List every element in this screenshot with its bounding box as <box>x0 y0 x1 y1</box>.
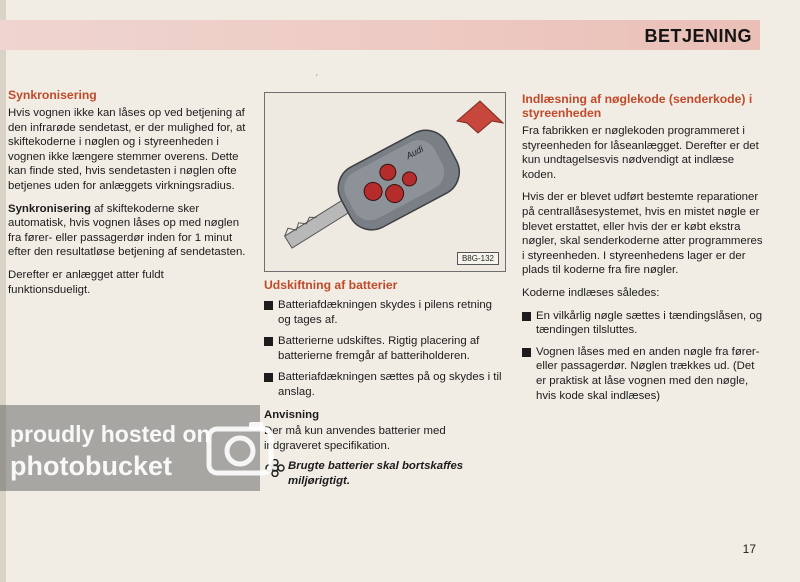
bullet-square-icon <box>264 301 273 310</box>
eco-note <box>264 459 504 488</box>
column-synkronisering <box>8 88 246 305</box>
page-number: 17 <box>742 542 756 556</box>
bullet-square-icon <box>522 348 531 357</box>
column-batterier <box>264 278 504 489</box>
paragraph-1: Fra fabrikken er nøglekoden programmeret i styreenheden for låseanlægget. Derefter er det kun undtagelsesvis nødvendigt at indlæse koden. <box>522 125 759 181</box>
heading-batterier: Udskiftning af batterier <box>264 278 398 292</box>
column-noeglekode <box>522 92 764 410</box>
note-heading: Anvisning <box>264 408 320 421</box>
heading-synkronisering: Synkronisering <box>8 88 97 102</box>
print-mark: ′ <box>316 73 318 82</box>
paragraph-3: Koderne indlæses således: <box>522 286 660 299</box>
paragraph-2-text: af skiftekoderne sker automatisk, hvis vognen låses op med nøglen fra fører- eller passagerdør inden for 1 minut efter den resultatløse betjening af sendetasten. <box>8 202 246 259</box>
heading-noeglekode: Indlæsning af nøglekode (senderkode) i styreenheden <box>522 92 753 120</box>
bullet-square-icon <box>522 312 531 321</box>
note-text: Der må kun anvendes batterier med indgraveret specifikation. <box>264 425 446 452</box>
paragraph-1: Hvis vognen ikke kan låses op ved betjening af den infrarøde sendetast, er der mulighed for, at skiftekoderne i nøglen og i styreenheden i vognen ikke længere stemmer overens. Dette kan finde sted, hvis sendetasten i nøglen ofte betjenes uden for anlæggets virkningsradius. <box>8 107 246 192</box>
figure-label: B8G-132 <box>457 252 499 265</box>
key-illustration <box>264 92 506 272</box>
key-blade <box>282 195 351 248</box>
list-item: Batteriafdækningen sættes på og skydes i til anslag. <box>264 370 504 399</box>
eco-text: Brugte batterier skal bortskaffes miljørigtigt. <box>288 460 464 487</box>
camera-icon <box>205 419 277 479</box>
remote-body <box>330 122 468 238</box>
section-title: BETJENING <box>644 26 752 46</box>
list-item: Batterierne udskiftes. Rigtig placering af batterierne fremgår af batteriholderen. <box>264 334 504 363</box>
watermark-line2: photobucket <box>10 451 172 481</box>
page-edge <box>0 0 6 582</box>
brand-logo: Audi <box>404 143 425 162</box>
bold-term: Synkronisering <box>8 202 91 215</box>
paragraph-2: Hvis der er blevet udført bestemte reparationer på centrallåsesystemet, hvis en mistet nøgle er blevet erstattet, eller hvis der er købt ekstra nøgler, skal senderkoderne atter programmeres i styreenheden. I styreenhedens lager er der plads til koderne fra fire nøgler. <box>522 191 763 277</box>
key-remote-drawing <box>265 93 505 271</box>
bullet-square-icon <box>264 337 273 346</box>
list-item: En vilkårlig nøgle sættes i tændingslåsen, og tændingen tilsluttes. <box>522 309 764 338</box>
list-item: Vognen låses med en anden nøgle fra fører- eller passagerdør. Nøglen trækkes ud. (Det er praktisk at låse vognen med den nøgle, hvis kode skal indlæses) <box>522 345 764 403</box>
bullet-square-icon <box>264 373 273 382</box>
list-item: Batteriafdækningen skydes i pilens retning og tages af. <box>264 298 504 327</box>
watermark-line1: proudly hosted on <box>10 421 211 447</box>
paragraph-3: Derefter er anlægget atter fuldt funktionsdueligt. <box>8 268 164 296</box>
direction-arrow-icon <box>457 101 503 133</box>
paragraph-2 <box>8 202 246 260</box>
